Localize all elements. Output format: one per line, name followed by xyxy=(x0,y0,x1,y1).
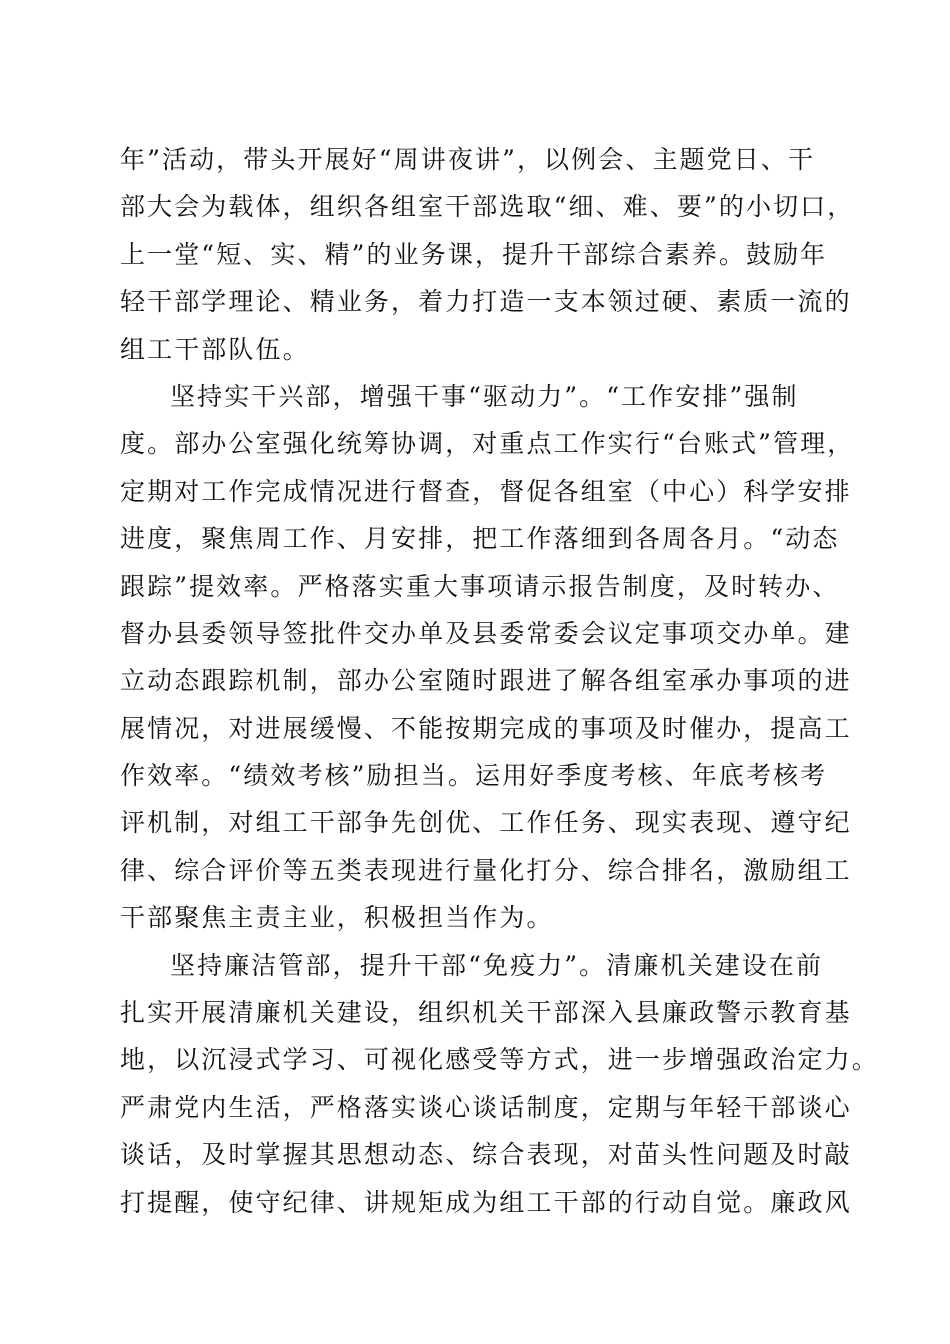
text-line-20: 地，以沉浸式学习、可视化感受等方式，进一步增强政治定力。 xyxy=(120,1045,879,1075)
body-text xyxy=(120,136,879,1226)
text-line-10: 跟踪”提效率。严格落实重大事项请示报告制度，及时转办、 xyxy=(120,571,840,601)
text-line-12: 立动态跟踪机制，部办公室随时跟进了解各组室承办事项的进 xyxy=(120,666,852,696)
text-line-17: 干部聚焦主责主业，积极担当作为。 xyxy=(120,903,554,933)
text-line-08: 定期对工作完成情况进行督查，督促各组室（中心）科学安排 xyxy=(120,476,852,506)
text-line-22: 谈话，及时掌握其思想动态、综合表现，对苗头性问题及时敲 xyxy=(120,1140,852,1170)
text-line-19: 扎实开展清廉机关建设，组织机关干部深入县廉政警示教育基 xyxy=(120,998,852,1028)
text-line-15: 评机制，对组工干部争先创优、工作任务、现实表现、遵守纪 xyxy=(120,808,852,838)
text-line-14: 作效率。“绩效考核”励担当。运用好季度考核、年底考核考 xyxy=(120,761,828,791)
text-line-03: 上一堂“短、实、精”的业务课，提升干部综合素养。鼓励年 xyxy=(120,239,828,269)
text-line-23: 打提醒，使守纪律、讲规矩成为组工干部的行动自觉。廉政风 xyxy=(120,1187,852,1217)
text-line-07: 度。部办公室强化统筹协调，对重点工作实行“台账式”管理， xyxy=(120,429,855,459)
text-line-11: 督办县委领导签批件交办单及县委常委会议定事项交办单。建 xyxy=(120,618,852,648)
text-line-01: 年”活动，带头开展好“周讲夜讲”，以例会、主题党日、干 xyxy=(120,145,816,174)
text-line-02: 部大会为载体，组织各组室干部选取“细、难、要”的小切口， xyxy=(120,192,855,222)
paragraph-start-line-18: 坚持廉洁管部，提升干部“免疫力”。清廉机关建设在前 xyxy=(170,950,824,980)
paragraph-start-line-06: 坚持实干兴部，增强干事“驱动力”。“工作安排”强制 xyxy=(170,381,799,411)
text-line-05: 组工干部队伍。 xyxy=(120,334,310,364)
text-line-04: 轻干部学理论、精业务，着力打造一支本领过硬、素质一流的 xyxy=(120,287,852,317)
text-line-13: 展情况，对进展缓慢、不能按期完成的事项及时催办，提高工 xyxy=(120,713,852,743)
text-line-16: 律、综合评价等五类表现进行量化打分、综合排名，激励组工 xyxy=(120,855,852,885)
text-line-09: 进度，聚焦周工作、月安排，把工作落细到各周各月。“动态 xyxy=(120,524,840,554)
text-line-21: 严肃党内生活，严格落实谈心谈话制度，定期与年轻干部谈心 xyxy=(120,1092,852,1122)
